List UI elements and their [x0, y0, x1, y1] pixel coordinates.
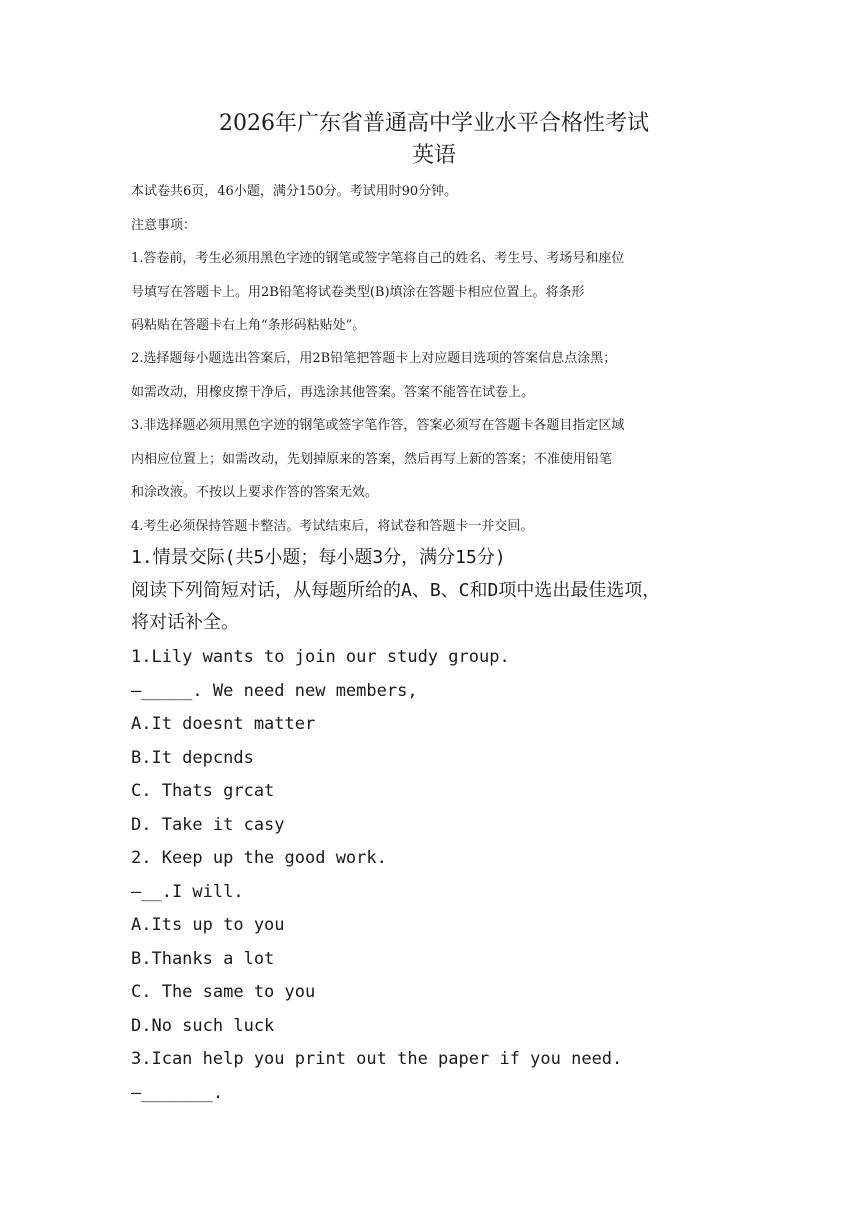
question-prompt: 2. Keep up the good work. — [131, 848, 387, 868]
answer-option: A.It doesnt matter — [131, 714, 316, 734]
question-response: —_______. — [131, 1083, 224, 1103]
section-instructions: 阅读下列简短对话，从每题所给的A、B、C和D项中选出最佳选项， — [131, 580, 661, 601]
exam-title: 2026年广东省普通高中学业水平合格性考试 — [219, 111, 649, 136]
notice-line: 内相应位置上；如需改动，先划掉原来的答案，然后再写上新的答案；不准使用铅笔 — [131, 452, 613, 467]
exam-intro: 本试卷共6页，46小题，满分150分。考试用时90分钟。 — [131, 184, 458, 199]
notice-heading: 注意事项： — [131, 218, 197, 233]
section-instructions: 将对话补全。 — [131, 612, 239, 633]
question-prompt: 3.Ican help you print out the paper if you need. — [131, 1049, 623, 1069]
question-response: —_____. We need new members, — [131, 681, 418, 701]
notice-line: 3.非选择题必须用黑色字迹的钢笔或签字笔作答，答案必须写在答题卡各题目指定区域 — [131, 418, 625, 433]
notice-line: 号填写在答题卡上。用2B铅笔将试卷类型(B)填涂在答题卡相应位置上。将条形 — [131, 285, 585, 300]
notice-line: 码粘贴在答题卡右上角“条形码粘贴处”。 — [131, 318, 366, 333]
answer-option: C. Thats grcat — [131, 781, 275, 801]
notice-line: 2.选择题每小题选出答案后，用2B铅笔把答题卡上对应题目选项的答案信息点涂黑； — [131, 351, 617, 366]
answer-option: A.Its up to you — [131, 915, 285, 935]
exam-subject: 英语 — [411, 143, 456, 168]
answer-option: D.No such luck — [131, 1016, 275, 1036]
answer-option: B.It depcnds — [131, 748, 254, 768]
answer-option: C. The same to you — [131, 982, 316, 1002]
notice-line: 和涂改液。不按以上要求作答的答案无效。 — [131, 485, 379, 500]
notice-line: 4.考生必须保持答题卡整洁。考试结束后，将试卷和答题卡一并交回。 — [131, 519, 534, 534]
section-heading: 1.情景交际(共5小题；每小题3分，满分15分) — [131, 547, 506, 568]
question-response: —__.I will. — [131, 882, 244, 902]
answer-option: B.Thanks a lot — [131, 949, 275, 969]
question-prompt: 1.Lily wants to join our study group. — [131, 647, 510, 667]
notice-line: 如需改动，用橡皮擦干净后，再选涂其他答案。答案不能答在试卷上。 — [131, 385, 535, 400]
notice-line: 1.答卷前，考生必须用黑色字迹的钢笔或签字笔将自己的姓名、考生号、考场号和座位 — [131, 251, 625, 266]
answer-option: D. Take it casy — [131, 815, 285, 835]
